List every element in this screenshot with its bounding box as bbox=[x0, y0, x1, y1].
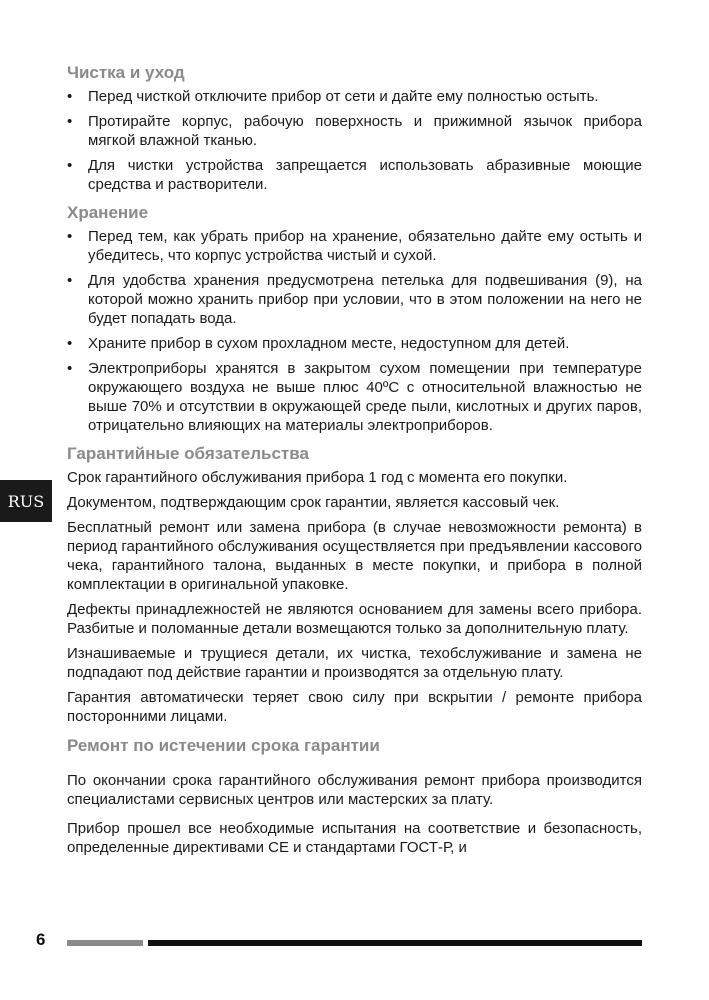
language-tab: RUS bbox=[0, 480, 52, 522]
heading-care: Чистка и уход bbox=[67, 63, 185, 82]
warranty-paragraph: Документом, подтверждающим срок гарантии, является кассовый чек. bbox=[67, 494, 560, 511]
list-item: • Перед чисткой отключите прибор от сети и дайте ему полностью остыть. bbox=[67, 87, 642, 106]
care-list bbox=[67, 87, 642, 194]
list-item: • Храните прибор в сухом прохладном месте, недоступном для детей. bbox=[67, 334, 642, 353]
warranty-paragraph: Дефекты принадлежностей не являются основанием для замены всего прибора. Разбитые и поломанные детали возмещаются только за дополнительную плату. bbox=[67, 601, 642, 637]
page-content bbox=[67, 62, 642, 863]
storage-list bbox=[67, 227, 642, 435]
page-number: 6 bbox=[36, 930, 46, 949]
footer-bar-black bbox=[148, 940, 642, 946]
footer-bar-grey bbox=[67, 940, 143, 946]
warranty-paragraph: Изнашиваемые и трущиеся детали, их чистка, техобслуживание и замена не подпадают под действие гарантии и производятся за отдельную плату. bbox=[67, 645, 642, 681]
heading-repair: Ремонт по истечении срока гарантии bbox=[67, 736, 380, 755]
repair-paragraph: Прибор прошел все необходимые испытания на соответствие и безопасность, определенные директивами CE и стандартами ГОСТ-Р, и bbox=[67, 820, 642, 856]
warranty-paragraph: Срок гарантийного обслуживания прибора 1 год с момента его покупки. bbox=[67, 469, 568, 486]
warranty-paragraph: Гарантия автоматически теряет свою силу при вскрытии / ремонте прибора посторонними лицами. bbox=[67, 689, 642, 725]
list-item: • Для чистки устройства запрещается использовать абразивные моющие средства и растворители. bbox=[67, 156, 642, 194]
warranty-paragraph: Бесплатный ремонт или замена прибора (в случае невозможности ремонта) в период гарантийного обслуживания осуществляется при предъявлении кассового чека, гарантийного талона, выданных в месте покупки, и прибора в полной комплектации в оригинальной упаковке. bbox=[67, 519, 642, 593]
heading-storage: Хранение bbox=[67, 203, 149, 222]
repair-paragraph: По окончании срока гарантийного обслуживания ремонт прибора производится специалистами сервисных центров или мастерских за плату. bbox=[67, 772, 642, 808]
list-item: • Протирайте корпус, рабочую поверхность и прижимной язычок прибора мягкой влажной тканью. bbox=[67, 112, 642, 150]
list-item: • Для удобства хранения предусмотрена петелька для подвешивания (9), на которой можно хранить прибор при условии, что в этом положении на него не будет попадать вода. bbox=[67, 271, 642, 328]
heading-warranty: Гарантийные обязательства bbox=[67, 444, 309, 463]
list-item: • Перед тем, как убрать прибор на хранение, обязательно дайте ему остыть и убедитесь, что корпус устройства чистый и сухой. bbox=[67, 227, 642, 265]
list-item: • Электроприборы хранятся в закрытом сухом помещении при температуре окружающего воздуха не выше плюс 40ºС с относительной влажностью не выше 70% и отсутствии в окружающей среде пыли, кислотных и других паров, отрицательно влияющих на материалы электроприборов. bbox=[67, 359, 642, 435]
